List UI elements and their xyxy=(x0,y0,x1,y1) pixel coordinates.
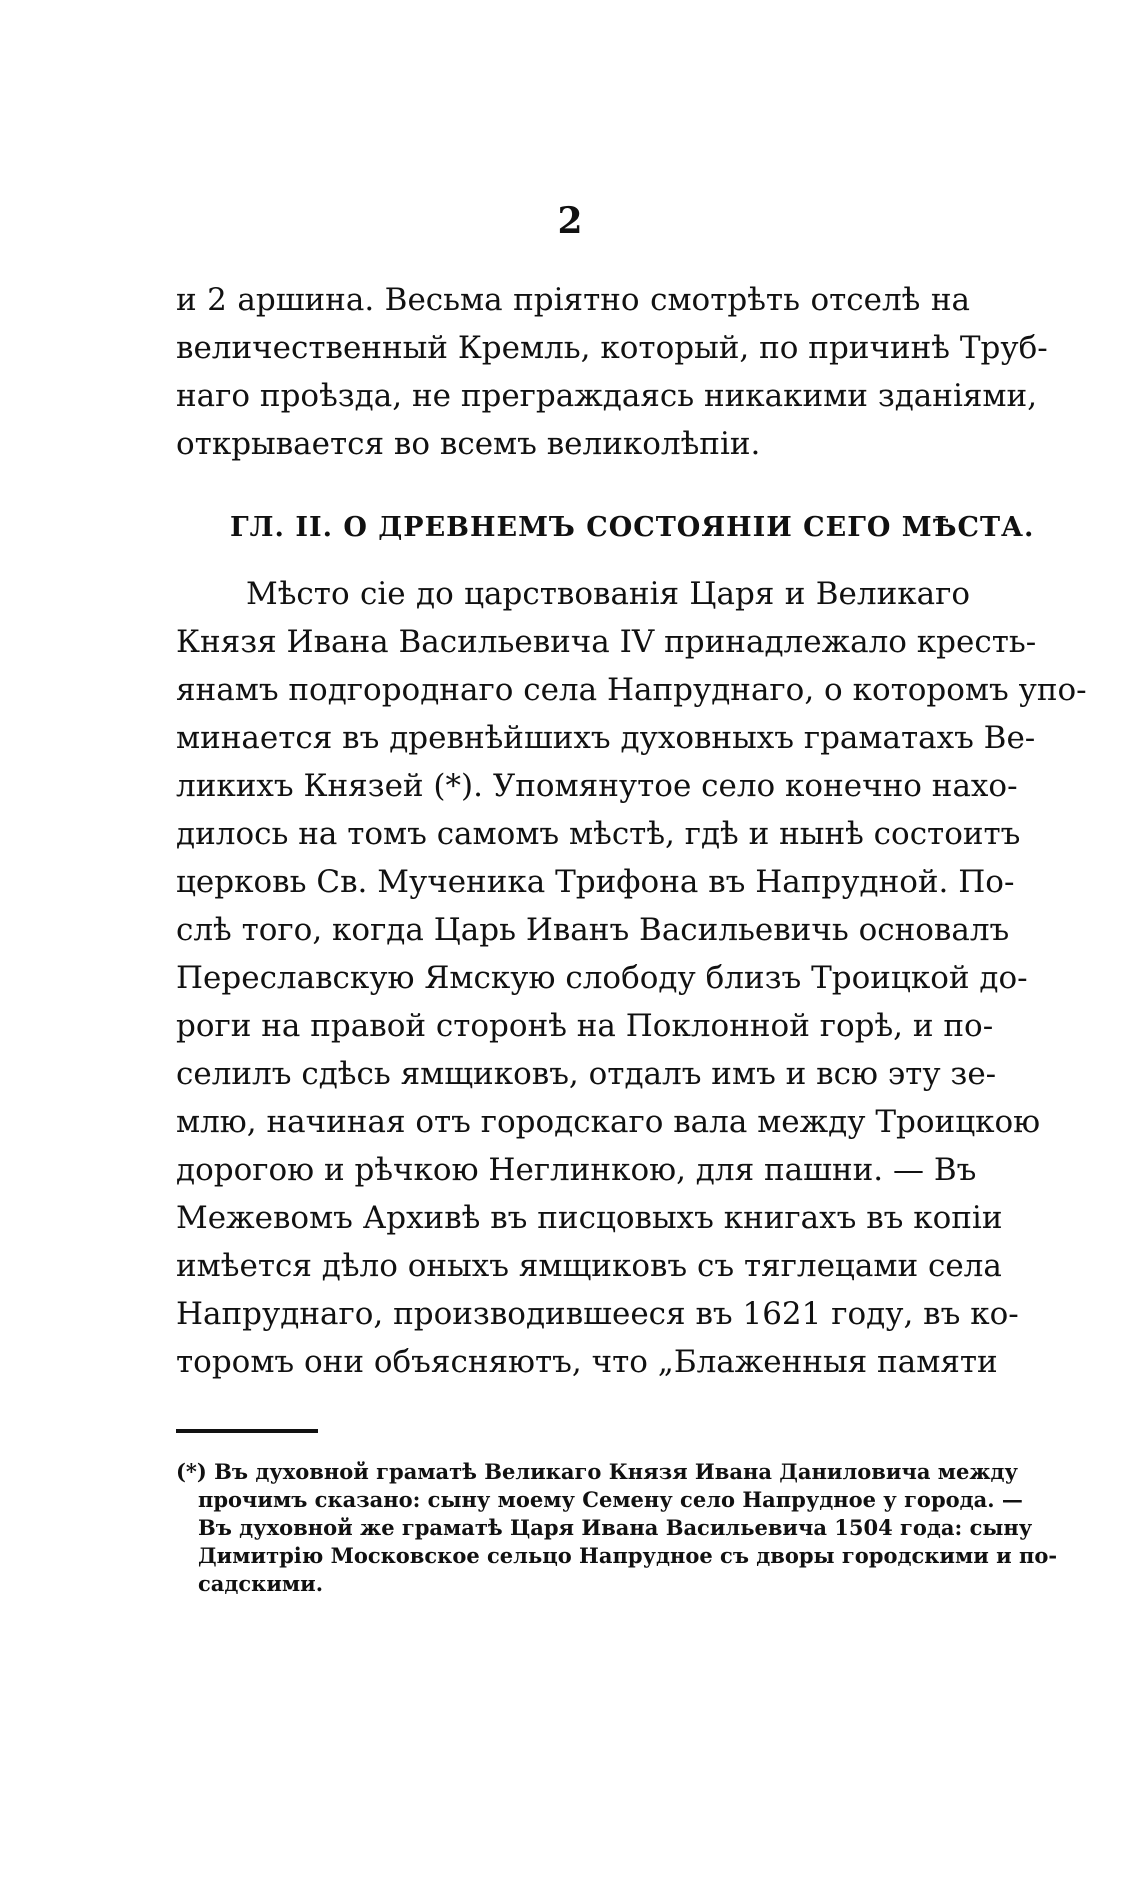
text-line: и 2 аршина. Весьма пріятно смотрѣть отселѣ на xyxy=(176,282,970,318)
text-line: роги на правой сторонѣ на Поклонной горѣ, и по- xyxy=(176,1008,994,1044)
footnote-line: прочимъ сказано: сыну моему Семену село Напрудное у города. — xyxy=(198,1487,1023,1512)
text-line: ликихъ Князей (*). Упомянутое село конечно нахо- xyxy=(176,768,1018,804)
text-line: селилъ сдѣсь ямщиковъ, отдалъ имъ и всю эту зе- xyxy=(176,1056,997,1092)
text-line: минается въ древнѣйшихъ духовныхъ граматахъ Ве- xyxy=(176,720,1036,756)
text-line: имѣется дѣло оныхъ ямщиковъ съ тяглецами села xyxy=(176,1248,1002,1284)
chapter-heading: ГЛ. II. О ДРЕВНЕМЪ СОСТОЯНІИ СЕГО МѢСТА. xyxy=(230,512,1035,543)
footnote-line: Въ духовной же граматѣ Царя Ивана Васильевича 1504 года: сыну xyxy=(198,1515,1033,1540)
footnote-line: садскими. xyxy=(198,1571,324,1596)
footnote-divider xyxy=(176,1429,318,1433)
text-line: Князя Ивана Васильевича IV принадлежало кресть- xyxy=(176,624,1037,660)
text-line: открывается во всемъ великолѣпіи. xyxy=(176,426,761,462)
text-line: слѣ того, когда Царь Иванъ Васильевичь основалъ xyxy=(176,912,1010,948)
page-number: 2 xyxy=(557,200,583,242)
text-line: Напруднаго, производившееся въ 1621 году, въ ко- xyxy=(176,1296,1019,1332)
text-line: дилось на томъ самомъ мѣстѣ, гдѣ и нынѣ состоитъ xyxy=(176,816,1021,852)
text-line: величественный Кремль, который, по причинѣ Труб- xyxy=(176,330,1048,366)
text-line: янамъ подгороднаго села Напруднаго, о которомъ упо- xyxy=(176,672,1087,708)
text-line: церковь Св. Мученика Трифона въ Напрудной. По- xyxy=(176,864,1015,900)
text-line: Мѣсто сіе до царствованія Царя и Великаго xyxy=(246,576,970,612)
text-line: торомъ они объясняютъ, что „Блаженныя памяти xyxy=(176,1344,998,1380)
text-line: Межевомъ Архивѣ въ писцовыхъ книгахъ въ копіи xyxy=(176,1200,1003,1236)
text-line: дорогою и рѣчкою Неглинкою, для пашни. — Въ xyxy=(176,1152,977,1188)
footnote-line: (*) Въ духовной граматѣ Великаго Князя Ивана Даниловича между xyxy=(176,1459,1018,1484)
text-line: Переславскую Ямскую слободу близъ Троицкой до- xyxy=(176,960,1028,996)
text-line: млю, начиная отъ городскаго вала между Троицкою xyxy=(176,1104,1041,1140)
text-line: наго проѣзда, не преграждаясь никакими зданіями, xyxy=(176,378,1038,414)
footnote-line: Димитрію Московское сельцо Напрудное съ дворы городскими и по- xyxy=(198,1543,1058,1568)
